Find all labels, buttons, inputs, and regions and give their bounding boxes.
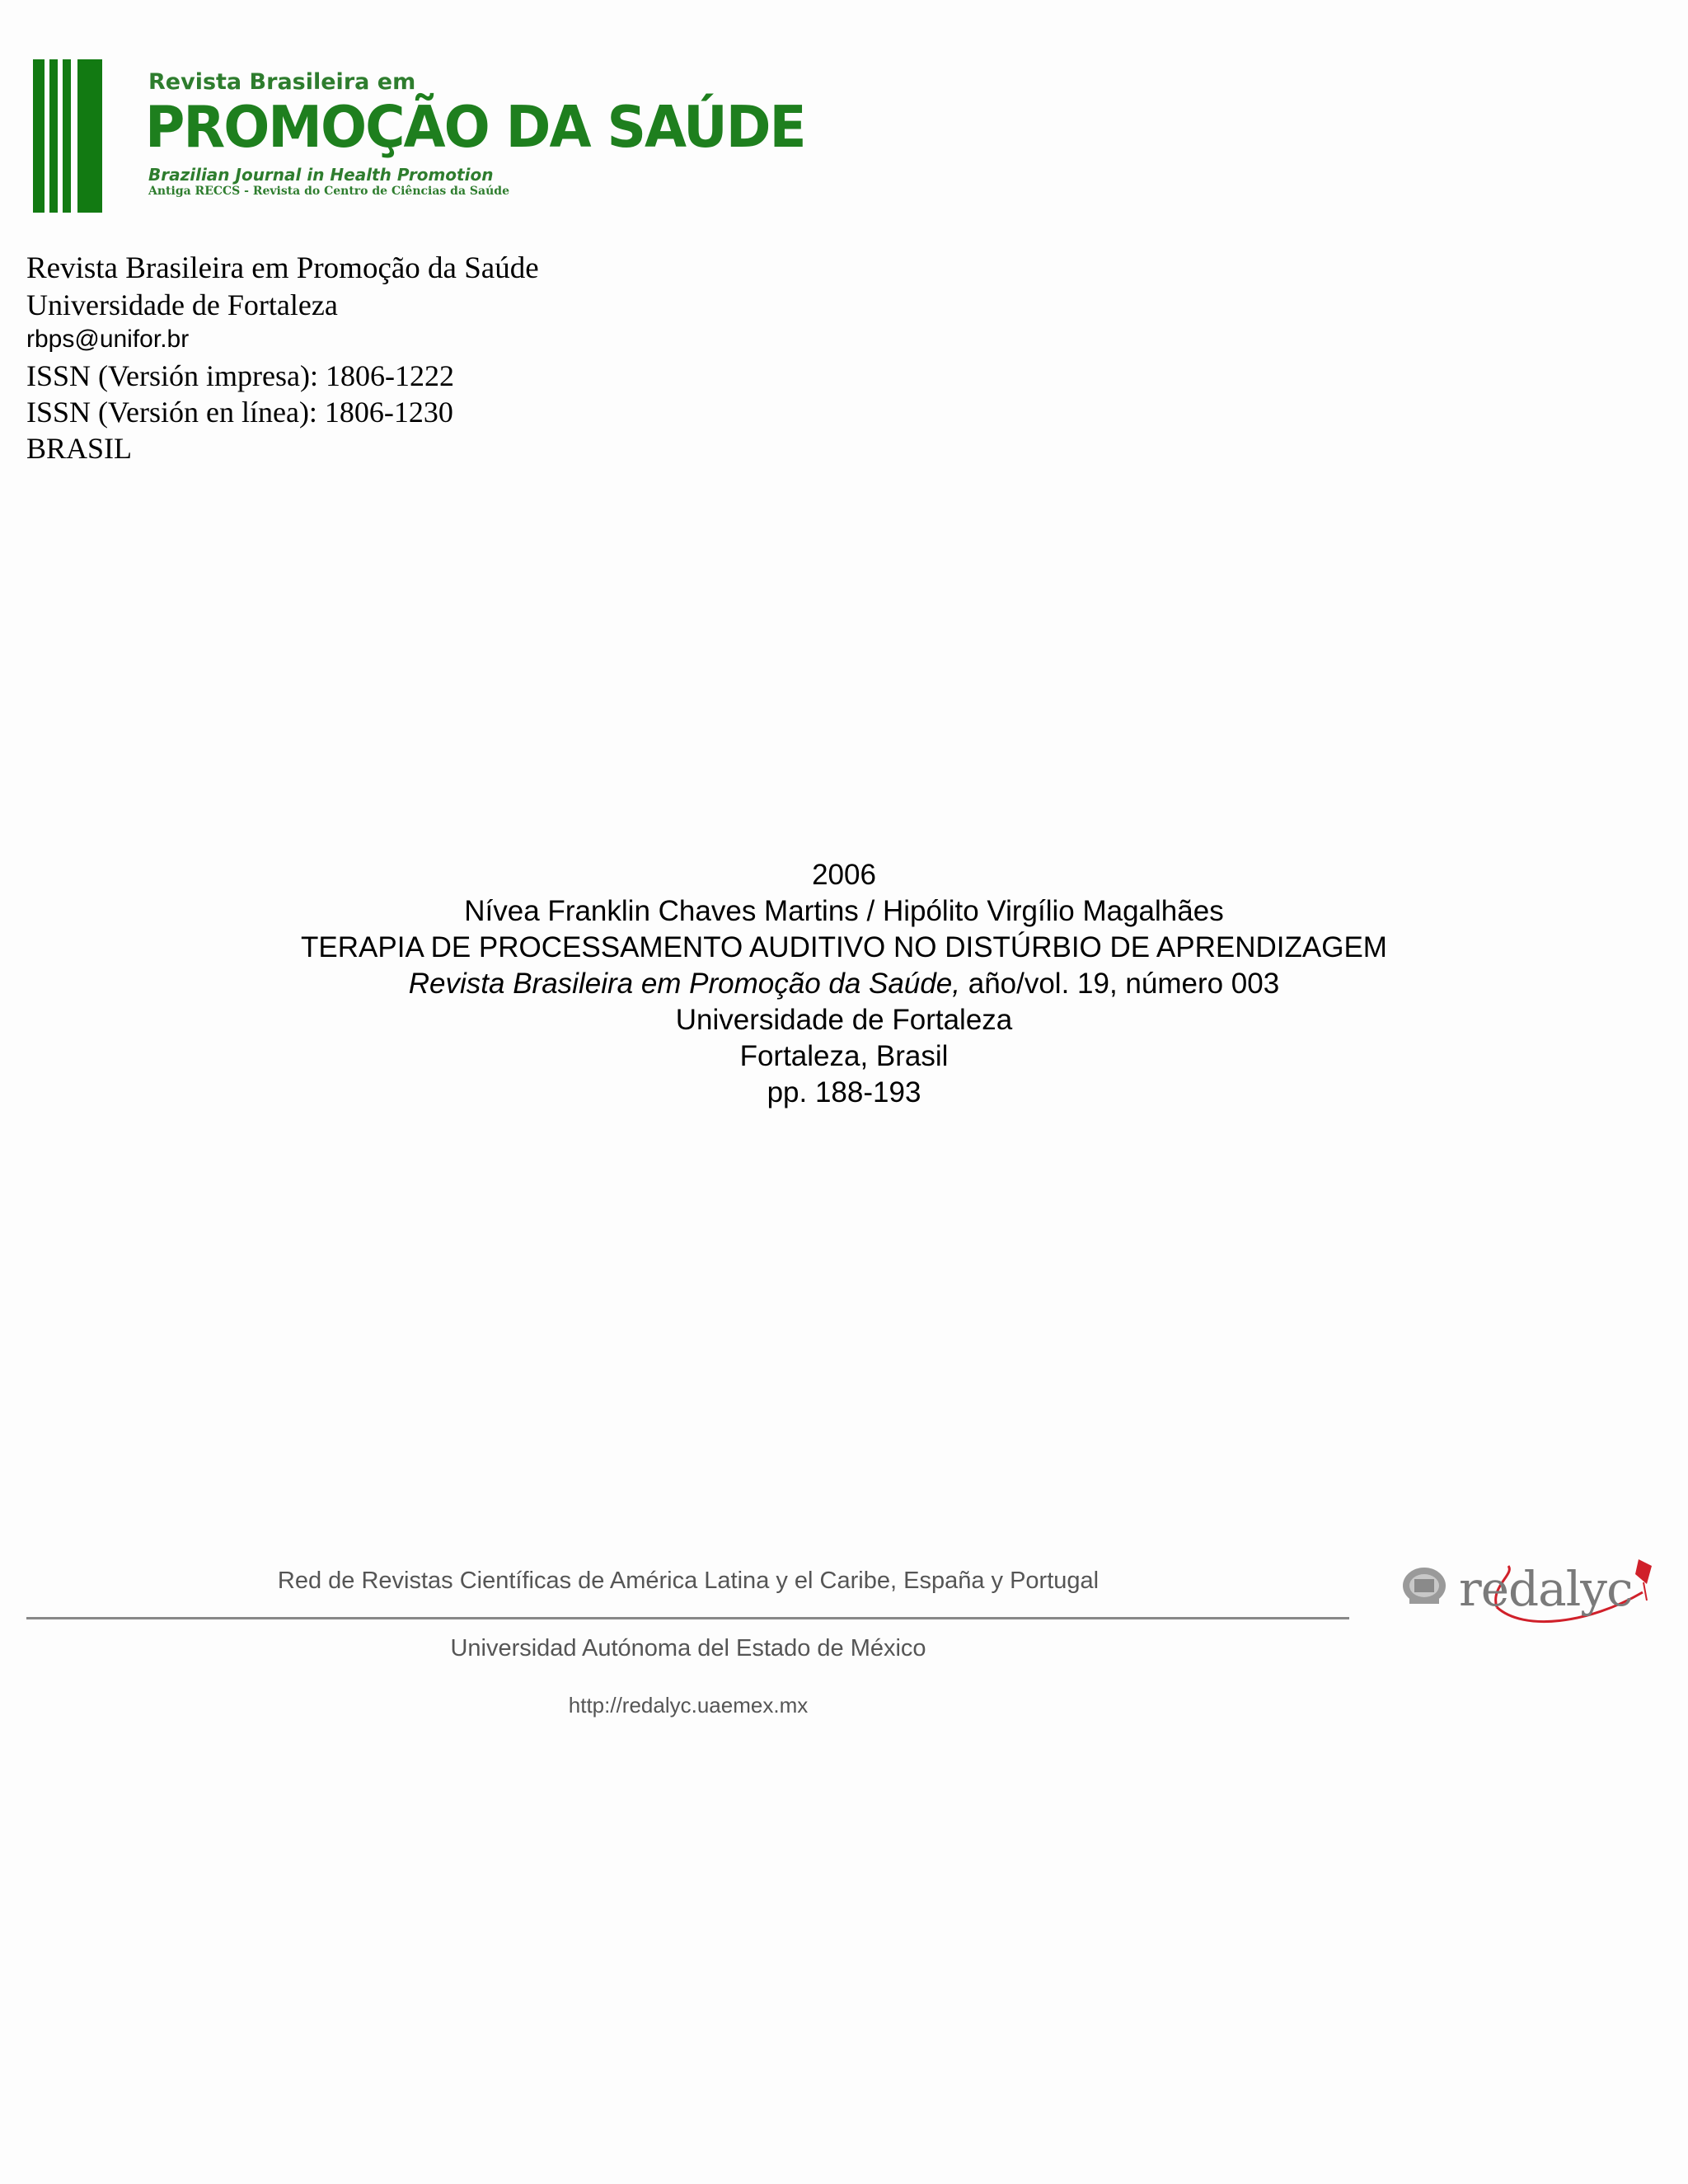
citation-journal-line <box>0 966 1688 1002</box>
redalyc-wordmark: redalyc <box>1459 1561 1633 1617</box>
redalyc-logo[interactable] <box>1400 1549 1663 1632</box>
journal-email[interactable]: rbps@unifor.br <box>26 326 190 353</box>
logo-line1: Revista Brasileira em <box>148 69 416 95</box>
citation-volume: año/vol. 19, número 003 <box>960 968 1280 1000</box>
logo-title: PROMOÇÃO DA SAÚDE <box>145 94 805 161</box>
logo-bars-icon <box>33 59 104 213</box>
journal-info <box>26 249 539 466</box>
footer-network-name: Red de Revistas Científicas de América Latina y el Caribe, España y Portugal <box>277 1568 1100 1594</box>
journal-country: BRASIL <box>26 432 133 465</box>
issn-print: ISSN (Versión impresa): 1806-1222 <box>26 359 454 392</box>
journal-logo <box>33 59 805 214</box>
logo-english-subtitle: Brazilian Journal in Health Promotion <box>148 165 494 185</box>
issn-online: ISSN (Versión en línea): 1806-1230 <box>26 396 453 429</box>
footer-divider <box>26 1617 1349 1619</box>
citation-year: 2006 <box>812 859 876 891</box>
citation-location: Fortaleza, Brasil <box>739 1040 949 1072</box>
footer-url-link[interactable]: http://redalyc.uaemex.mx <box>568 1693 809 1718</box>
citation-pages: pp. 188-193 <box>767 1076 921 1108</box>
logo-former-name: Antiga RECCS - Revista do Centro de Ciências da Saúde <box>148 185 509 198</box>
journal-publisher: Universidade de Fortaleza <box>26 288 338 321</box>
footer-university: Universidad Autónoma del Estado de México <box>450 1635 926 1661</box>
citation-journal-name: Revista Brasileira em Promoção da Saúde, <box>408 968 960 1000</box>
citation-institution: Universidade de Fortaleza <box>675 1004 1013 1036</box>
article-citation <box>0 857 1688 1111</box>
citation-article-title: TERAPIA DE PROCESSAMENTO AUDITIVO NO DISTÚRBIO DE APRENDIZAGEM <box>301 931 1387 963</box>
journal-title: Revista Brasileira em Promoção da Saúde <box>26 251 539 285</box>
citation-authors: Nívea Franklin Chaves Martins / Hipólito Virgílio Magalhães <box>464 895 1224 927</box>
